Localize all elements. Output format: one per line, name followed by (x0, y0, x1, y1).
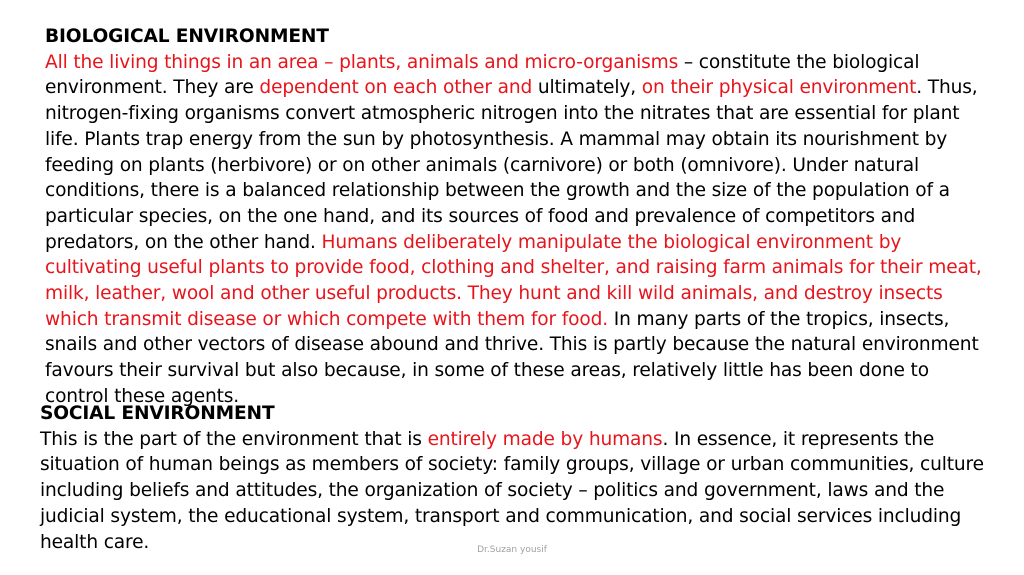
biological-heading: BIOLOGICAL ENVIRONMENT (45, 26, 329, 47)
social-heading: SOCIAL ENVIRONMENT (40, 403, 275, 424)
bio-text-segment-7: Humans deliberately manipulate the biological environment by cultivating useful plants to provide food, clothing and shelter, and raising farm animals for their meat, milk, leather, wool and other useful products. They hunt and kill wild animals, and destroy insects which transmit disease or which compete with them for food. (45, 231, 982, 330)
bio-text-segment-5: on their physical environment (641, 77, 917, 99)
bio-text-segment-3: dependent on each other and (259, 77, 533, 99)
social-text-segment-2: entirely made by humans (427, 428, 663, 450)
bio-text-segment-1: All the living things in an area – plants, animals and micro-organisms (45, 51, 679, 73)
footer-credit: Dr.Suzan yousif (477, 545, 547, 555)
bio-text-segment-2: – constitute the biological environment. They are (45, 51, 920, 99)
social-text-segment-3: . In essence, it represents the situation of human beings as members of society: family groups, village or urban communities, culture including beliefs and attitudes, the organization of society – politics and government, laws and the judicial system, the educational system, transport and communication, and social services including health care. (40, 428, 984, 553)
social-text-segment-1: This is the part of the environment that is (40, 428, 428, 450)
social-environment-section (40, 401, 990, 555)
bio-text-segment-6: . Thus, nitrogen-fixing organisms convert atmospheric nitrogen into the nitrates that are essential for plant life. Plants trap energy from the sun by photosynthesis. A mammal may obtain its nourishment by feeding on plants (herbivore) or on other animals (carnivore) or both (omnivore). Under natural conditions, there is a balanced relationship between the growth and the size of the population of a particular species, on the one hand, and its sources of food and prevalence of competitors and predators, on the other hand. (45, 77, 978, 253)
bio-text-segment-8: In many parts of the tropics, insects, snails and other vectors of disease abound and thrive. This is partly because the natural environment favours their survival but also because, in some of these areas, relatively little has been done to control these agents. (45, 308, 979, 407)
biological-environment-section (45, 24, 995, 410)
bio-text-segment-4: ultimately, (532, 77, 642, 99)
